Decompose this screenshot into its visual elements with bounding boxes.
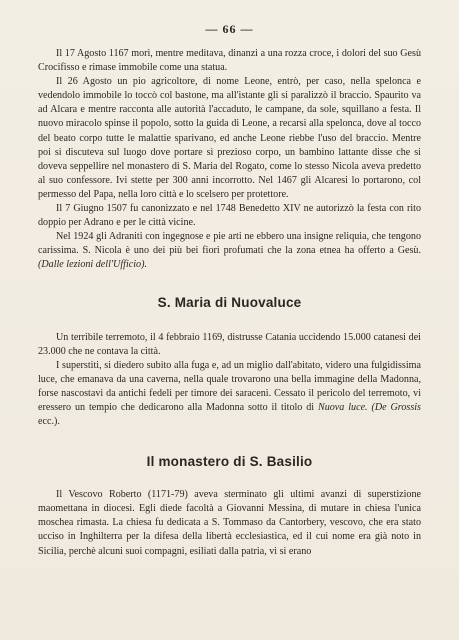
paragraph-light <box>38 359 421 429</box>
relic-text: Nel 1924 gli Adraniti con ingegnose e pie arti ne ebbero una insigne reliquia, che tengono carissima. S. Nicola è uno dei più bei fiori profumati che la zona etnea ha offerto a Gesù. <box>38 231 421 257</box>
de-grossis-citation: (De Grossis <box>371 401 421 413</box>
paragraph-earthquake: Un terribile terremoto, il 4 febbraio 1169, distrusse Catania uccidendo 15.000 catanesi dei 23.000 che ne contava la città. <box>38 331 421 357</box>
paragraph-bishop-roberto: Il Vescovo Roberto (1171-79) aveva sterminato gli ultimi avanzi di superstizione maomettana in diocesi. Egli diede facoltà a Giovanni Messina, di mutare in chiesa l'unica moschea rimasta. La chiesa fu dedicata a S. Tommaso da Cantorbery, vescovo, che era stato ucciso in Inghilterra per la difesa della libertà ecclesiastica, ed il cui nome era già noto in Sicilia, perchè alcuni suoi compagni, esiliati dalla patria, vi si erano <box>38 489 421 557</box>
citation-tail: ecc.). <box>38 416 60 428</box>
source-citation: (Dalle lezioni dell'Ufficio). <box>38 259 147 271</box>
madonna-title: Nuova luce. <box>317 401 368 413</box>
paragraph-miracle: Il 26 Agosto un pio agricoltore, di nome Leone, entrò, per caso, nella spelonca e vedendolo immobile lo toccò col bastone, ma all'istante gli si paralizzò il braccio. Spaurito va ad Alcara e mentre racconta alle autorità l'accaduto, le campane, da sole, squillano a festa. Il nuovo miracolo spinse il popolo, sotto la guida di Leone, a recarsi alla spelonca, dove al tocco del beato corpo tutte le malattie sparivano, ed anche Leone riebbe l'uso del braccio. Mentre poi si discuteva sul luogo dove portare sì prezioso corpo, un bambino lattante disse che si doveva seppellire nel monastero di S. Maria del Rogato, come lo stesso Nicola aveva predetto al suo confessore. Ivi stette per 300 anni incorrotto. Nel 1467 gli Alcaresi lo portarono, col permesso del Papa, nella loro città e lo scelsero per protettore. <box>38 76 421 200</box>
light-text: I superstiti, si diedero subito alla fuga e, ad un miglio dall'abitato, videro una fulgidissima luce, che emanava da una caverna, nella quale trovarono una bella immagine della Madonna, forse nascostavi da antichi fedeli per timore dei saraceni. Cessato il pericolo del terremoto, vi eressero un tempio che dedicarono alla Madonna sotto il titolo di <box>38 359 421 413</box>
paragraph-relic <box>38 230 421 272</box>
paragraph-death: Il 17 Agosto 1167 morì, mentre meditava, dinanzi a una rozza croce, i dolori del suo Gesù Crocifisso e rimase immobile come una statua. <box>38 48 421 74</box>
paragraph-canonization: Il 7 Giugno 1507 fu canonizzato e nel 1748 Benedetto XIV ne autorizzò la festa con rito doppio per Adrano e per le città vicine. <box>38 203 421 229</box>
section-title-nuovaluce: S. Maria di Nuovaluce <box>157 294 302 310</box>
page-number: — 66 — <box>205 22 254 36</box>
section-title-san-basilio: Il monastero di S. Basilio <box>146 454 313 470</box>
